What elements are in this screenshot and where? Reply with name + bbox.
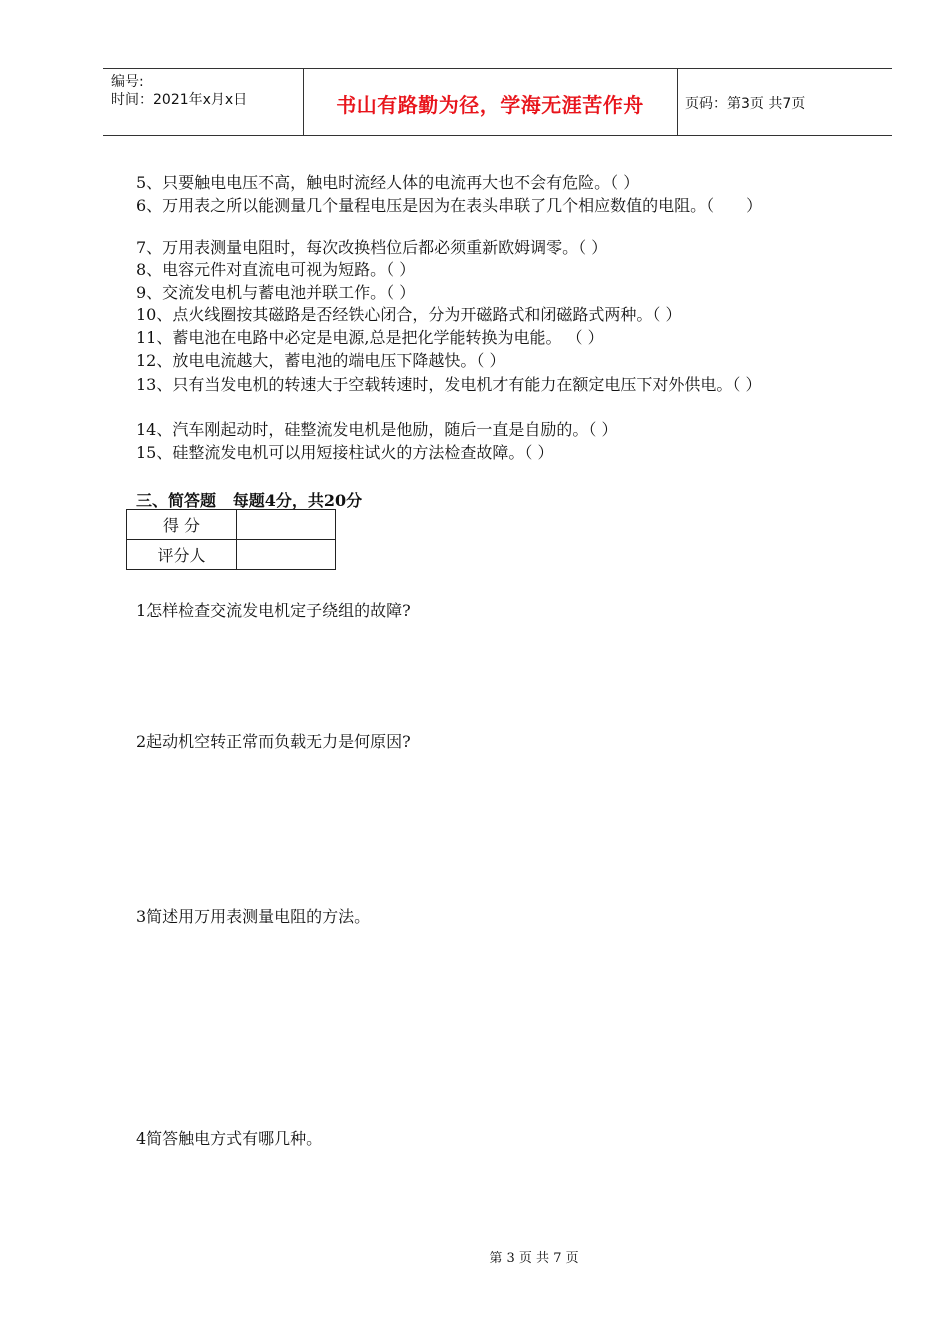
question-12: 12、放电电流越大，蓄电池的端电压下降越快。（ ） bbox=[136, 351, 506, 370]
serial-label: 编号: bbox=[111, 74, 144, 90]
question-14: 14、汽车刚起动时，硅整流发电机是他励，随后一直是自励的。（ ） bbox=[136, 420, 618, 439]
score-cell[interactable] bbox=[237, 510, 336, 540]
short-question-3: 3简述用万用表测量电阻的方法。 bbox=[136, 907, 371, 926]
question-10: 10、点火线圈按其磁路是否经铁心闭合，分为开磁路式和闭磁路式两种。（ ） bbox=[136, 305, 682, 324]
header-divider bbox=[677, 69, 678, 135]
page-footer: 第 3 页 共 7 页 bbox=[489, 1251, 579, 1266]
question-6: 6、万用表之所以能测量几个量程电压是因为在表头串联了几个相应数值的电阻。（ ） bbox=[136, 196, 763, 215]
short-question-1: 1怎样检查交流发电机定子绕组的故障? bbox=[136, 601, 411, 620]
short-question-2: 2起动机空转正常而负载无力是何原因? bbox=[136, 732, 411, 751]
question-13: 13、只有当发电机的转速大于空载转速时，发电机才有能力在额定电压下对外供电。（ ） bbox=[136, 375, 762, 394]
page-header bbox=[103, 68, 892, 136]
short-question-4: 4简答触电方式有哪几种。 bbox=[136, 1129, 323, 1148]
header-page-info: 页码：第3页 共7页 bbox=[685, 96, 806, 112]
question-8: 8、电容元件对直流电可视为短路。（ ） bbox=[136, 260, 416, 279]
question-9: 9、交流发电机与蓄电池并联工作。（ ） bbox=[136, 283, 416, 302]
question-15: 15、硅整流发电机可以用短接柱试火的方法检查故障。（ ） bbox=[136, 443, 554, 462]
header-motto: 书山有路勤为径，学海无涯苦作舟 bbox=[336, 93, 644, 117]
header-meta bbox=[111, 73, 247, 109]
grader-label: 评分人 bbox=[127, 540, 237, 570]
time-label: 时间：2021年x月x日 bbox=[111, 92, 248, 108]
question-11: 11、蓄电池在电路中必定是电源,总是把化学能转换为电能。 （ ） bbox=[136, 328, 604, 347]
question-7: 7、万用表测量电阻时，每次改换档位后都必须重新欧姆调零。（ ） bbox=[136, 238, 608, 257]
score-label: 得 分 bbox=[127, 510, 237, 540]
score-table bbox=[126, 509, 336, 570]
section-title: 三、简答题 每题4分，共20分 bbox=[136, 491, 363, 510]
grader-cell[interactable] bbox=[237, 540, 336, 570]
question-5: 5、只要触电电压不高，触电时流经人体的电流再大也不会有危险。（ ） bbox=[136, 173, 640, 192]
